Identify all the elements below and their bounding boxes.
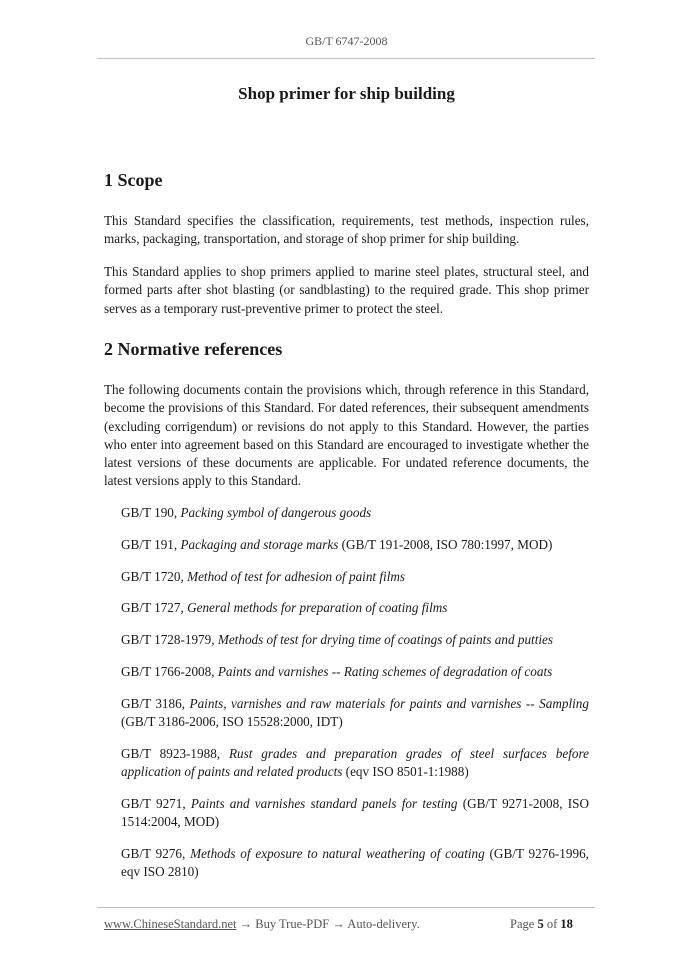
- normative-references-paragraph: The following documents contain the provisions which, through reference in this Standard, become the provisions of this Standard. For dated references, their subsequent amendments (excluding corrigendum) or revisions do not apply to this Standard. However, the parties who enter into agreement based on this Standard are encouraged to investigate whether the latest versions of these documents are applicable. For undated reference documents, the latest versions apply to this Standard.: [104, 382, 589, 489]
- page-current: 5: [537, 917, 544, 931]
- reference-code: GB/T 1728-1979,: [121, 632, 218, 648]
- footer-divider: [97, 907, 595, 908]
- reference-title: Rust grades and preparation grades of steel surfaces before application of paints and related products: [121, 745, 589, 780]
- reference-item: [121, 568, 589, 586]
- reference-item: [121, 504, 589, 522]
- reference-item: [121, 536, 589, 554]
- page-total: 18: [560, 917, 573, 931]
- reference-item: [121, 695, 589, 732]
- reference-code: GB/T 191,: [121, 536, 181, 552]
- reference-title: Paints and varnishes -- Rating schemes of degradation of coats: [217, 663, 553, 679]
- reference-list: [121, 504, 589, 895]
- site-link[interactable]: www.ChineseStandard.net: [104, 917, 237, 931]
- reference-note: (GB/T 9276-1996, eqv ISO 2810): [121, 846, 589, 880]
- reference-item: [121, 845, 589, 882]
- reference-code: GB/T 8923-1988,: [121, 745, 229, 761]
- page-of: of: [543, 917, 561, 931]
- scope-paragraph-2: This Standard applies to shop primers applied to marine steel plates, structural steel, and formed parts after shot blasting (or sandblasting) to the required grade. This shop primer serves as a temporary rust-preventive primer to protect the steel.: [104, 264, 589, 316]
- reference-title: Paints, varnishes and raw materials for paints and varnishes -- Sampling: [189, 695, 589, 711]
- page-label: Page: [510, 917, 538, 931]
- reference-item: [121, 631, 589, 649]
- running-header: GB/T 6747-2008: [305, 34, 388, 48]
- reference-title: Methods of test for drying time of coatings of paints and putties: [217, 632, 554, 648]
- reference-title: Packaging and storage marks: [180, 536, 339, 552]
- reference-code: GB/T 9271,: [121, 795, 191, 811]
- reference-title: General methods for preparation of coating films: [187, 600, 448, 616]
- page-number: [510, 917, 573, 932]
- reference-code: GB/T 1727,: [121, 600, 188, 616]
- reference-item: [121, 663, 589, 681]
- reference-title: Paints and varnishes standard panels for testing: [190, 795, 458, 811]
- reference-item: [121, 795, 589, 832]
- scope-paragraph-1: This Standard specifies the classification, requirements, test methods, inspection rules, marks, packaging, transportation, and storage of shop primer for ship building.: [104, 213, 589, 247]
- footer-promo: [104, 917, 420, 932]
- reference-title: Method of test for adhesion of paint films: [187, 568, 406, 584]
- reference-item: [121, 745, 589, 782]
- reference-note: (eqv ISO 8501-1:1988): [342, 764, 469, 780]
- reference-item: [121, 599, 589, 617]
- reference-code: GB/T 190,: [121, 505, 181, 520]
- reference-code: GB/T 1766-2008,: [121, 663, 218, 679]
- section-heading-scope: 1 Scope: [104, 170, 163, 190]
- footer-promo-text: → Buy True-PDF → Auto-delivery.: [236, 917, 420, 931]
- reference-note: (GB/T 9271-2008, ISO 1514:2004, MOD): [121, 795, 589, 830]
- reference-note: (GB/T 191-2008, ISO 780:1997, MOD): [338, 536, 553, 552]
- section-heading-normative-references: 2 Normative references: [104, 339, 283, 359]
- reference-title: Packing symbol of dangerous goods: [180, 505, 372, 520]
- document-title: Shop primer for ship building: [238, 84, 455, 103]
- reference-code: GB/T 9276,: [121, 846, 191, 862]
- reference-note: (GB/T 3186-2006, ISO 15528:2000, IDT): [121, 714, 343, 730]
- reference-title: Methods of exposure to natural weathering of coating: [190, 846, 485, 862]
- header-divider: [97, 58, 595, 59]
- reference-code: GB/T 3186,: [121, 695, 190, 711]
- reference-code: GB/T 1720,: [121, 568, 188, 584]
